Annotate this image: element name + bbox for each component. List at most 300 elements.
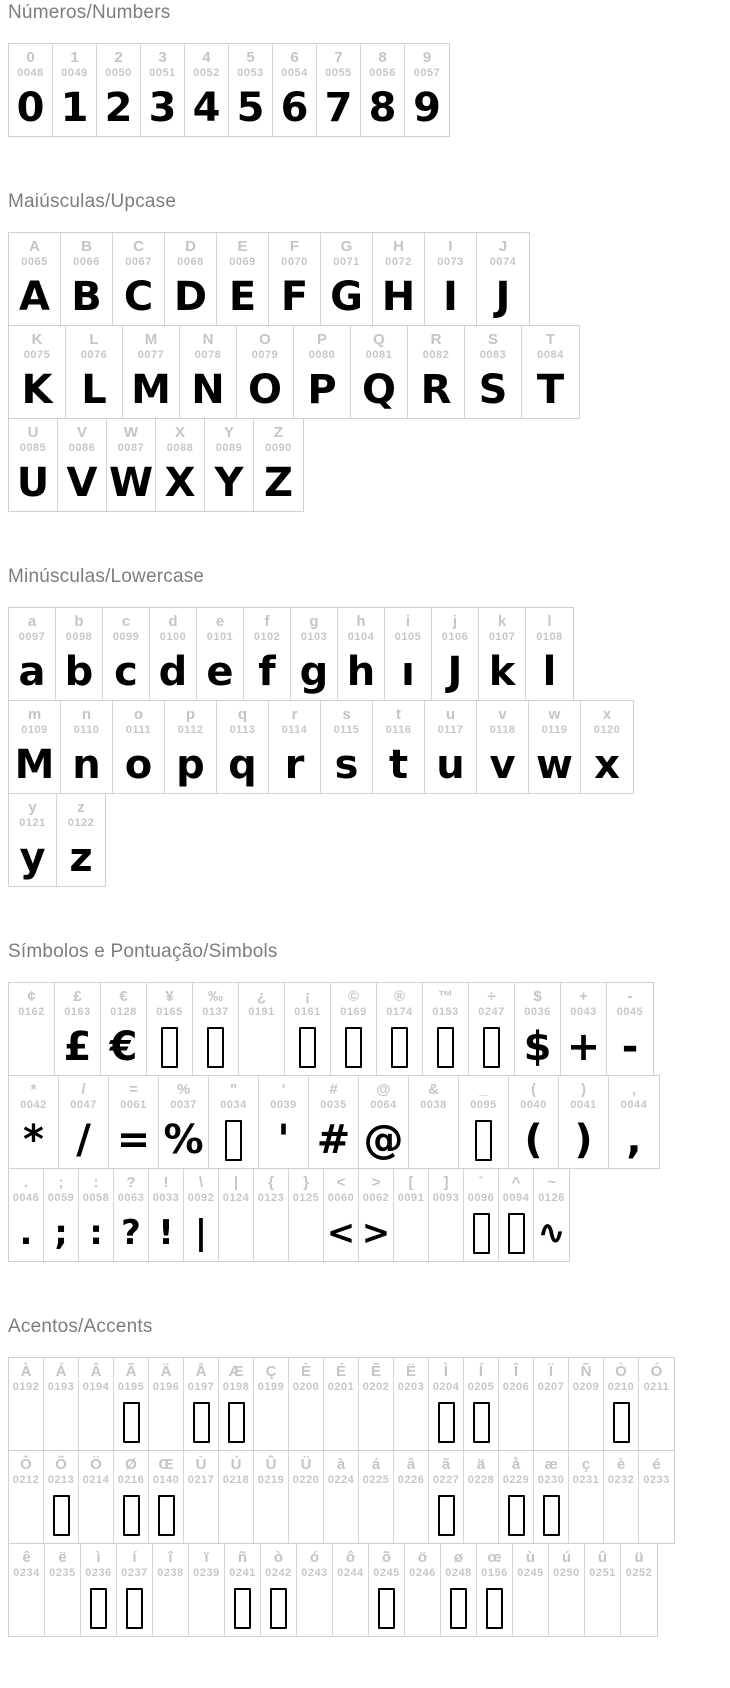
glyph-sample: H [381,274,416,320]
cell-code: 0214 [82,1474,110,1486]
glyph-cell-0169 [331,983,377,1075]
missing-glyph-box [184,1394,218,1450]
glyph-sample: = [116,1117,151,1163]
cell-code: 0080 [308,349,336,361]
cell-char: O [259,331,271,348]
cell-char: À [20,1363,32,1380]
glyph-cell-0066 [61,233,113,325]
cell-char: b [74,613,84,630]
cell-code: 0043 [570,1006,597,1018]
cell-char: à [336,1456,346,1473]
tofu-box-icon [438,1495,455,1536]
cell-code: 0235 [49,1567,76,1579]
missing-glyph-box [499,1205,533,1261]
cell-char: [ [408,1174,414,1191]
glyph-sample: b [64,649,94,695]
cell-code: 0096 [467,1192,495,1204]
cell-code: 0104 [347,631,375,643]
cell-char: Ô [20,1456,32,1473]
glyph-cell-0110 [61,701,113,793]
glyph-sample: S [478,367,508,413]
glyph-cell-0045 [607,983,653,1075]
cell-char: ¿ [256,988,267,1005]
glyph-row [8,325,580,419]
cell-code: 0105 [394,631,422,643]
cell-char: Å [195,1363,207,1380]
cell-code: 0163 [64,1006,91,1018]
glyph-sample: U [16,460,50,506]
cell-char: i [405,613,411,630]
glyph-cell-0088 [156,419,205,511]
glyph-cell-0161 [285,983,331,1075]
cell-code: 0245 [373,1567,400,1579]
glyph-cell-0033 [149,1169,184,1261]
glyph-cell-0226 [394,1451,429,1543]
cell-code: 0219 [257,1474,285,1486]
cell-code: 0243 [301,1567,328,1579]
cell-char: M [144,331,158,348]
glyph-sample: l [542,649,557,695]
missing-glyph-box [423,1019,468,1075]
cell-code: 0229 [502,1474,530,1486]
glyph-sample: x [594,742,620,788]
glyph-cell-0209 [569,1358,604,1450]
cell-code: 0095 [470,1099,497,1111]
glyph-cell-0194 [79,1358,114,1450]
glyph-cell-0039 [259,1076,309,1168]
glyph-sample: c [114,649,138,695]
cell-char: J [498,238,508,255]
cell-char: á [371,1456,381,1473]
cell-char: Q [373,331,385,348]
glyph-sample: $ [523,1024,552,1070]
cell-code: 0193 [47,1381,75,1393]
glyph-sample: ı [401,649,415,695]
glyph-cell-0120 [581,701,633,793]
glyph-cell-0191 [239,983,285,1075]
glyph-sample: O [247,367,282,413]
cell-char: ú [561,1549,572,1566]
glyph-cell-0081 [351,326,408,418]
empty-glyph [359,1394,393,1450]
glyph-sample: o [124,742,153,788]
missing-glyph-box [209,1112,258,1168]
tofu-box-icon [483,1027,500,1068]
empty-glyph [409,1112,458,1168]
cell-code: 0042 [20,1099,47,1111]
cell-code: 0064 [370,1099,397,1111]
cell-code: 0114 [281,724,308,736]
cell-char: N [202,331,214,348]
glyph-cell-0084 [522,326,579,418]
cell-char: Ä [160,1363,172,1380]
glyph-cell-0245 [369,1544,405,1636]
glyph-cell-0074 [477,233,529,325]
cell-code: 0128 [110,1006,137,1018]
cell-code: 0207 [537,1381,565,1393]
glyph-cell-0087 [107,419,156,511]
glyph-cell-0217 [184,1451,219,1543]
empty-glyph [394,1487,428,1543]
glyph-cell-0103 [291,608,338,700]
glyph-cell-0089 [205,419,254,511]
empty-glyph [254,1487,288,1543]
empty-glyph [394,1205,428,1261]
section-title: Minúsculas/Lowercase [8,566,205,587]
empty-glyph [499,1394,533,1450]
cell-char: T [545,331,556,348]
cell-code: 0201 [327,1381,355,1393]
glyph-sample: £ [63,1024,92,1070]
glyph-sample: ! [158,1213,174,1253]
empty-glyph [333,1580,368,1636]
glyph-sample: @ [363,1117,404,1163]
cell-code: 0102 [253,631,281,643]
glyph-cell-0072 [373,233,425,325]
cell-code: 0236 [85,1567,112,1579]
glyph-cell-0106 [432,608,479,700]
glyph-cell-0235 [45,1544,81,1636]
glyph-cell-0077 [123,326,180,418]
cell-char: U [27,424,39,441]
empty-glyph [359,1487,393,1543]
glyph-cell-0071 [321,233,373,325]
cell-code: 0226 [397,1474,425,1486]
glyph-sample: - [621,1024,639,1070]
glyph-cell-0250 [549,1544,585,1636]
glyph-cell-0096 [464,1169,499,1261]
cell-code: 0198 [222,1381,250,1393]
cell-code: 0230 [537,1474,565,1486]
cell-char: F [289,238,300,255]
tofu-box-icon [613,1402,630,1443]
missing-glyph-box [147,1019,192,1075]
glyph-sample: R [420,367,452,413]
cell-char: Á [55,1363,67,1380]
glyph-cell-0242 [261,1544,297,1636]
cell-char: ' [281,1081,286,1098]
tofu-box-icon [161,1027,178,1068]
cell-code: 0070 [281,256,308,268]
glyph-cell-0047 [59,1076,109,1168]
glyph-row [8,607,574,701]
glyph-cell-0057 [405,44,449,136]
cell-code: 0071 [333,256,360,268]
cell-code: 0224 [327,1474,355,1486]
cell-char: A [29,238,40,255]
cell-code: 0238 [157,1567,184,1579]
cell-code: 0047 [70,1099,97,1111]
cell-code: 0098 [65,631,93,643]
cell-code: 0124 [222,1192,250,1204]
cell-char: } [303,1174,309,1191]
glyph-cell-0043 [561,983,607,1075]
missing-glyph-box [225,1580,260,1636]
tofu-box-icon [193,1402,210,1443]
cell-char: P [316,331,327,348]
cell-code: 0045 [616,1006,644,1018]
empty-glyph [549,1580,584,1636]
missing-glyph-box [604,1394,638,1450]
empty-glyph [604,1487,638,1543]
glyph-cell-0219 [254,1451,289,1543]
cell-char: C [133,238,144,255]
glyph-sample: V [66,460,98,506]
cell-code: 0093 [432,1192,460,1204]
cell-code: 0228 [467,1474,495,1486]
cell-code: 0086 [68,442,96,454]
empty-glyph [297,1580,332,1636]
glyph-sample: ? [121,1213,141,1253]
missing-glyph-box [331,1019,376,1075]
tofu-box-icon [126,1588,143,1629]
cell-char: ô [345,1549,356,1566]
cell-char: w [548,706,561,723]
cell-char: d [168,613,178,630]
empty-glyph [79,1394,113,1450]
cell-code: 0087 [117,442,145,454]
glyph-cell-0218 [219,1451,254,1543]
cell-code: 0100 [159,631,187,643]
cell-code: 0041 [570,1099,597,1111]
tofu-box-icon [473,1402,490,1443]
cell-code: 0068 [177,256,204,268]
cell-code: 0044 [620,1099,648,1111]
cell-code: 0153 [432,1006,459,1018]
glyph-sample: | [194,1213,208,1253]
glyph-cell-0128 [101,983,147,1075]
glyph-cell-0193 [44,1358,79,1450]
glyph-row [8,232,530,326]
glyph-cell-0196 [149,1358,184,1450]
empty-glyph [513,1580,548,1636]
cell-code: 0225 [362,1474,390,1486]
tofu-box-icon [437,1027,454,1068]
glyph-cell-0203 [394,1358,429,1450]
empty-glyph [464,1487,498,1543]
cell-code: 0194 [82,1381,110,1393]
cell-code: 0209 [572,1381,600,1393]
cell-code: 0239 [193,1567,220,1579]
glyph-cell-0108 [526,608,573,700]
glyph-cell-0243 [297,1544,333,1636]
cell-char: t [396,706,401,723]
cell-char: £ [73,988,82,1005]
glyph-cell-0079 [237,326,294,418]
glyph-cell-0059 [44,1169,79,1261]
cell-code: 0079 [251,349,279,361]
empty-glyph [219,1487,253,1543]
glyph-cell-0042 [9,1076,59,1168]
missing-glyph-box [114,1487,148,1543]
cell-char: ® [393,988,406,1005]
cell-char: I [448,238,453,255]
glyph-row [8,793,106,887]
cell-char: p [185,706,196,723]
glyph-cell-0085 [9,419,58,511]
cell-code: 0234 [13,1567,40,1579]
cell-char: ü [634,1549,644,1566]
missing-glyph-box [441,1580,476,1636]
cell-code: 0231 [572,1474,600,1486]
cell-char: ; [58,1174,64,1191]
glyph-sample: n [72,742,101,788]
missing-glyph-box [429,1394,463,1450]
glyph-cell-0227 [429,1451,464,1543]
glyph-cell-0061 [109,1076,159,1168]
glyph-cell-0075 [9,326,66,418]
cell-char: Õ [55,1456,67,1473]
missing-glyph-box [377,1019,422,1075]
glyph-cell-0073 [425,233,477,325]
cell-char: a [27,613,37,630]
glyph-sample: J [495,274,511,320]
glyph-sample: ; [54,1213,68,1253]
glyph-cell-0035 [309,1076,359,1168]
glyph-sample: k [488,649,516,695]
glyph-sample: C [123,274,154,320]
cell-char: < [336,1174,346,1191]
cell-char: ç [581,1456,591,1473]
cell-char: ~ [547,1174,556,1191]
glyph-sample: ) [574,1117,593,1163]
cell-char: h [356,613,366,630]
glyph-cell-0041 [559,1076,609,1168]
glyph-cell-0052 [185,44,229,136]
missing-glyph-box [369,1580,404,1636]
empty-glyph [289,1394,323,1450]
glyph-sample: 8 [368,85,397,131]
glyph-sample: J [447,649,463,695]
glyph-section [8,1316,730,1637]
cell-code: 0211 [643,1381,670,1393]
glyph-sample: P [307,367,337,413]
cell-char: Ñ [580,1363,592,1380]
cell-code: 0072 [385,256,412,268]
glyph-cell-0055 [317,44,361,136]
cell-char: # [329,1081,338,1098]
glyph-cell-0239 [189,1544,225,1636]
cell-char: ` [478,1174,484,1191]
empty-glyph [639,1394,674,1450]
cell-code: 0122 [67,817,95,829]
cell-char: K [31,331,43,348]
cell-code: 0195 [117,1381,145,1393]
cell-code: 0077 [137,349,165,361]
cell-char: è [616,1456,626,1473]
cell-code: 0084 [537,349,564,361]
glyph-cell-0232 [604,1451,639,1543]
cell-code: 0125 [292,1192,320,1204]
missing-glyph-box [477,1580,512,1636]
empty-glyph [9,1019,54,1075]
glyph-cell-0210 [604,1358,639,1450]
glyph-sample: A [19,274,50,320]
cell-code: 0220 [292,1474,320,1486]
glyph-cell-0197 [184,1358,219,1450]
glyph-cell-0113 [217,701,269,793]
glyph-sample: / [76,1117,91,1163]
glyph-cell-0204 [429,1358,464,1450]
glyph-cell-0122 [57,794,105,886]
glyph-row [8,43,450,137]
glyph-sample: h [346,649,376,695]
cell-char: ï [204,1549,209,1566]
cell-code: 0085 [19,442,47,454]
cell-char: ù [525,1549,536,1566]
cell-char: ¡ [305,988,310,1005]
glyph-cell-0229 [499,1451,534,1543]
empty-glyph [289,1205,323,1261]
cell-code: 0057 [413,67,441,79]
glyph-cell-0044 [609,1076,659,1168]
glyph-cell-0121 [9,794,57,886]
glyph-cell-0207 [534,1358,569,1450]
cell-code: 0191 [248,1006,275,1018]
cell-code: 0196 [152,1381,180,1393]
glyph-cell-0195 [114,1358,149,1450]
cell-char: \ [198,1174,204,1191]
cell-char: = [129,1081,138,1098]
cell-char: Œ [158,1456,174,1473]
glyph-sample: 3 [148,85,177,131]
cell-char: G [340,238,353,255]
cell-code: 0107 [488,631,516,643]
cell-code: 0106 [441,631,469,643]
tofu-box-icon [473,1213,490,1254]
cell-char: È [300,1363,311,1380]
tofu-box-icon [207,1027,224,1068]
cell-code: 0252 [625,1567,653,1579]
cell-code: 0094 [502,1192,530,1204]
glyph-cell-0048 [9,44,53,136]
glyph-cell-0202 [359,1358,394,1450]
cell-code: 0038 [420,1099,447,1111]
glyph-cell-0246 [405,1544,441,1636]
cell-code: 0073 [437,256,464,268]
cell-code: 0103 [300,631,328,643]
section-title: Símbolos e Pontuação/Simbols [8,941,278,962]
empty-glyph [189,1580,224,1636]
cell-char: e [215,613,225,630]
cell-code: 0212 [12,1474,40,1486]
cell-char: L [89,331,99,348]
glyph-sample: g [299,649,329,695]
glyph-cell-0233 [639,1451,674,1543]
cell-code: 0052 [193,67,220,79]
glyph-cell-0091 [394,1169,429,1261]
glyph-row [8,1450,675,1544]
glyph-sample: r [284,742,305,788]
cell-char: ó [309,1549,320,1566]
glyph-row [8,1075,660,1169]
cell-char: k [497,613,507,630]
glyph-cell-0083 [465,326,522,418]
cell-char: y [28,799,37,816]
glyph-cell-0069 [217,233,269,325]
cell-char: œ [487,1549,502,1566]
glyph-cell-0112 [165,701,217,793]
empty-glyph [405,1580,440,1636]
missing-glyph-box [499,1487,533,1543]
cell-code: 0099 [112,631,140,643]
cell-code: 0055 [325,67,352,79]
glyph-sample: 6 [280,85,309,131]
glyph-sample: > [361,1213,391,1253]
cell-code: 0206 [502,1381,530,1393]
glyph-cell-0076 [66,326,123,418]
glyph-sample: M [131,367,171,413]
